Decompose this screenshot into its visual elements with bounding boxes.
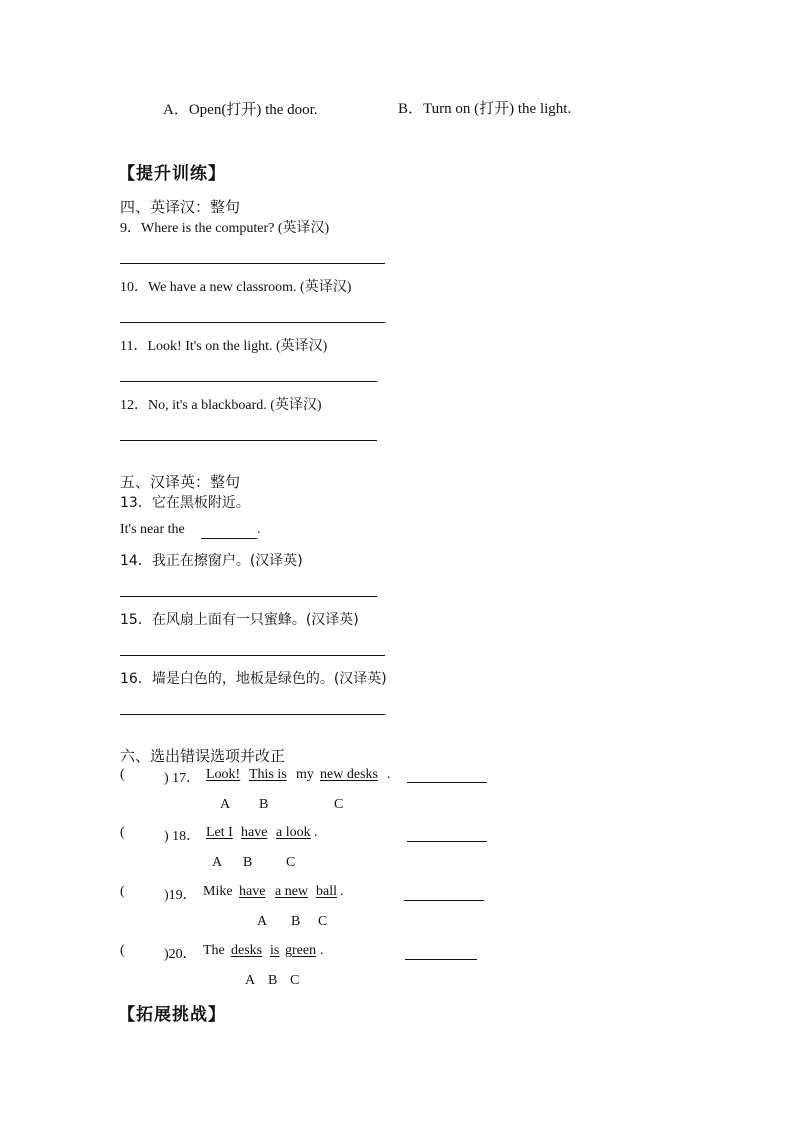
answer-line-11[interactable] xyxy=(120,381,377,382)
paren-17: ( xyxy=(120,767,125,782)
q17-number: ) 17． xyxy=(164,771,201,786)
q18-label-c: C xyxy=(286,855,296,870)
q18-part-c: a look xyxy=(276,825,311,840)
q20-part-a: desks xyxy=(231,943,263,958)
option-a: A．Open(打开) the door. xyxy=(163,102,318,118)
q17-part-b: This is xyxy=(249,767,287,782)
answer-line-20[interactable] xyxy=(405,959,477,960)
q18-label-a: A xyxy=(212,855,223,870)
blank-13[interactable] xyxy=(201,538,257,539)
q18-period: . xyxy=(314,825,318,840)
q19-part-mike: Mike xyxy=(203,884,233,899)
q17-label-a: A xyxy=(220,797,231,812)
question-11: 11．Look! It's on the light. (英译汉) xyxy=(120,339,328,354)
answer-line-18[interactable] xyxy=(407,841,487,842)
q20-part-c: green xyxy=(285,943,317,958)
answer-line-19[interactable] xyxy=(404,900,484,901)
heading-expand-challenge: 【拓展挑战】 xyxy=(118,1005,226,1025)
q20-label-a: A xyxy=(245,973,256,988)
answer-line-9[interactable] xyxy=(120,263,385,264)
q17-part-my: my xyxy=(296,767,314,782)
q19-part-c: ball xyxy=(316,884,337,899)
paren-20: ( xyxy=(120,943,125,958)
answer-line-12[interactable] xyxy=(120,440,377,441)
q18-number: ) 18． xyxy=(164,829,201,844)
q19-part-a: have xyxy=(239,884,266,899)
q18-label-b: B xyxy=(243,855,253,870)
question-14: 14．我正在擦窗户。(汉译英) xyxy=(120,553,303,569)
q19-label-a: A xyxy=(257,914,268,929)
q20-label-b: B xyxy=(268,973,278,988)
q20-period: . xyxy=(320,943,324,958)
heading-improve-training: 【提升训练】 xyxy=(118,164,226,184)
question-15: 15．在风扇上面有一只蜜蜂。(汉译英) xyxy=(120,612,359,628)
q17-part-c: new desks xyxy=(320,767,378,782)
q20-part-the: The xyxy=(203,943,225,958)
question-16: 16．墙是白色的，地板是绿色的。(汉译英) xyxy=(120,671,387,687)
q20-part-b: is xyxy=(270,943,280,958)
answer-line-14[interactable] xyxy=(120,596,377,597)
q20-number: )20． xyxy=(164,947,197,962)
question-9: 9．Where is the computer? (英译汉) xyxy=(120,221,330,236)
question-13-period: . xyxy=(257,522,261,537)
q18-part-a: Let I xyxy=(206,825,233,840)
q19-part-b: a new xyxy=(275,884,309,899)
q20-label-c: C xyxy=(290,973,300,988)
q19-period: . xyxy=(340,884,344,899)
question-12: 12．No, it's a blackboard. (英译汉) xyxy=(120,398,322,413)
option-b: B．Turn on (打开) the light. xyxy=(398,101,572,117)
q17-period: . xyxy=(387,767,391,782)
q17-part-a: Look! xyxy=(206,767,241,782)
q19-label-c: C xyxy=(318,914,328,929)
q19-number: )19． xyxy=(164,888,197,903)
paren-18: ( xyxy=(120,825,125,840)
section4-title: 四、英译汉：整句 xyxy=(120,198,241,216)
q19-label-b: B xyxy=(291,914,301,929)
answer-line-16[interactable] xyxy=(120,714,385,715)
question-10: 10．We have a new classroom. (英译汉) xyxy=(120,280,352,295)
question-13: 13．它在黑板附近。 xyxy=(120,495,250,511)
section6-title: 六、选出错误选项并改正 xyxy=(120,747,286,765)
q17-label-c: C xyxy=(334,797,344,812)
section5-title: 五、汉译英：整句 xyxy=(120,473,241,491)
answer-line-10[interactable] xyxy=(120,322,385,323)
paren-19: ( xyxy=(120,884,125,899)
answer-line-15[interactable] xyxy=(120,655,385,656)
question-13-fill-text: It's near the xyxy=(120,522,185,537)
q17-label-b: B xyxy=(259,797,269,812)
q18-part-b: have xyxy=(241,825,268,840)
answer-line-17[interactable] xyxy=(407,782,487,783)
